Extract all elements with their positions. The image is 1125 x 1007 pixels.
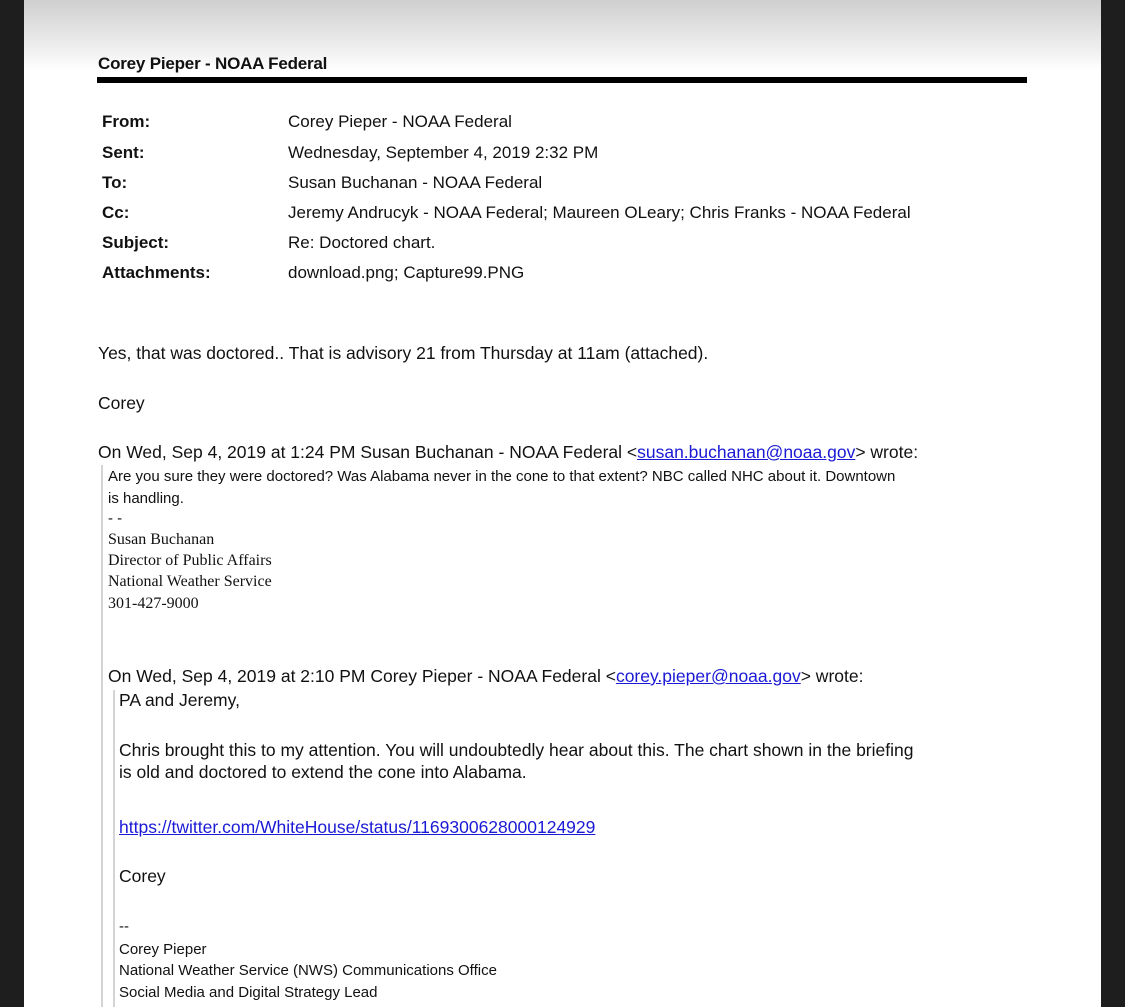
quote2-greeting: PA and Jeremy, [119,690,240,710]
quote2-sig-office: National Weather Service (NWS) Communications Office [119,962,497,979]
quote2-sig-name: Corey Pieper [119,941,207,958]
quote2-sig-role: Social Media and Digital Strategy Lead [119,984,378,1001]
quote2-signoff: Corey [119,866,166,886]
subject-value: Re: Doctored chart. [288,233,436,252]
cc-value: Jeremy Andrucyk - NOAA Federal; Maureen OLeary; Chris Franks - NOAA Federal [288,203,911,222]
message-signoff: Corey [98,393,145,413]
attachments-value: download.png; Capture99.PNG [288,263,525,282]
attachments-label: Attachments: [102,263,211,282]
to-value: Susan Buchanan - NOAA Federal [288,173,543,192]
quote2-line2: is old and doctored to extend the cone into Alabama. [119,762,527,782]
quote1-email-link[interactable]: susan.buchanan@noaa.gov [637,442,856,462]
message-body: Yes, that was doctored.. That is advisory 21 from Thursday at 11am (attached). [98,343,709,363]
sent-value: Wednesday, September 4, 2019 2:32 PM [288,143,599,162]
subject-label: Subject: [102,233,170,252]
quote1-sig-title: Director of Public Affairs [108,552,272,569]
quote1-sig-org: National Weather Service [108,573,272,590]
quote2-bar [113,690,115,1007]
quote1-bar [101,465,103,1007]
quote1-sig-sep: - - [108,510,123,527]
quote1-line1: Are you sure they were doctored? Was Alabama never in the cone to that extent? NBC called NHC about it. Downtown [108,468,896,485]
quote2-line1: Chris brought this to my attention. You will undoubtedly hear about this. The chart shown in the briefing [119,740,914,760]
quote1-line2: is handling. [108,490,184,507]
quote1-sig-name: Susan Buchanan [108,531,215,548]
quote2-sig-sep: -- [119,918,129,935]
from-value: Corey Pieper - NOAA Federal [288,112,512,131]
quote2-email-link[interactable]: corey.pieper@noaa.gov [615,666,801,686]
title-divider [97,77,1027,83]
document-title: Corey Pieper - NOAA Federal [98,54,328,73]
sent-label: Sent: [102,143,145,162]
quote1-sig-phone: 301-427-9000 [108,595,199,612]
cc-label: Cc: [102,203,130,222]
quote1-header: On Wed, Sep 4, 2019 at 1:24 PM Susan Buchanan - NOAA Federal <susan.buchanan@noaa.gov> wrote: [98,442,919,462]
to-label: To: [102,173,128,192]
document-page [24,0,1101,1007]
quote2-header: On Wed, Sep 4, 2019 at 2:10 PM Corey Pieper - NOAA Federal <corey.pieper@noaa.gov> wrote: [108,666,864,686]
twitter-link[interactable]: https://twitter.com/WhiteHouse/status/1169300628000124929 [119,817,596,837]
from-label: From: [102,112,151,131]
